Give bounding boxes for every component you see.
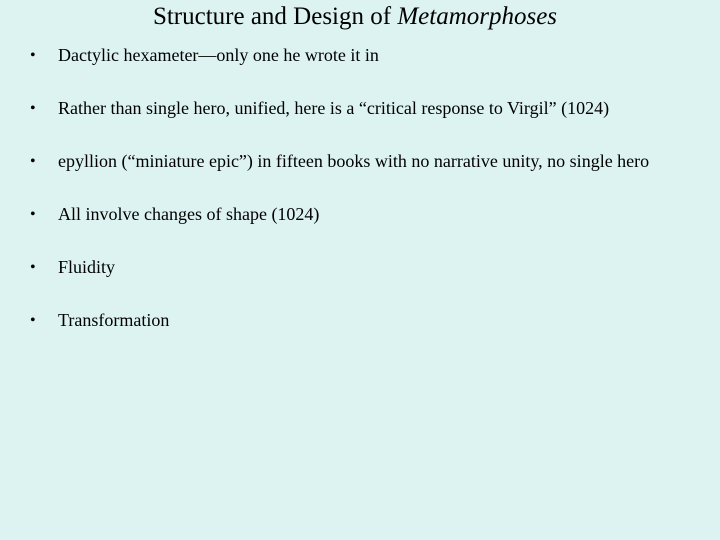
bullet-item [30, 204, 690, 225]
bullet-list [30, 45, 690, 363]
slide-title-text: Structure and Design of [152, 3, 398, 30]
bullet-icon: • [30, 312, 36, 329]
bullet-icon: • [30, 100, 36, 117]
bullet-item [30, 151, 690, 172]
bullet-text: Rather than single hero, unified, here is a “critical response to Virgil” (1024) [58, 98, 610, 118]
bullet-icon: • [30, 47, 36, 64]
bullet-text: Transformation [58, 310, 170, 330]
slide-title [0, 2, 710, 32]
bullet-item [30, 45, 690, 66]
slide-title-italic: Metamorphoses [397, 3, 558, 30]
bullet-item [30, 98, 690, 119]
bullet-icon: • [30, 259, 36, 276]
bullet-text: All involve changes of shape (1024) [58, 204, 320, 224]
bullet-icon: • [30, 153, 36, 170]
bullet-text: Fluidity [58, 257, 116, 277]
bullet-text: epyllion (“miniature epic”) in fifteen books with no narrative unity, no single hero [58, 151, 650, 171]
bullet-text: Dactylic hexameter—only one he wrote it in [58, 45, 379, 65]
bullet-item [30, 310, 690, 331]
bullet-item [30, 257, 690, 278]
bullet-icon: • [30, 206, 36, 223]
